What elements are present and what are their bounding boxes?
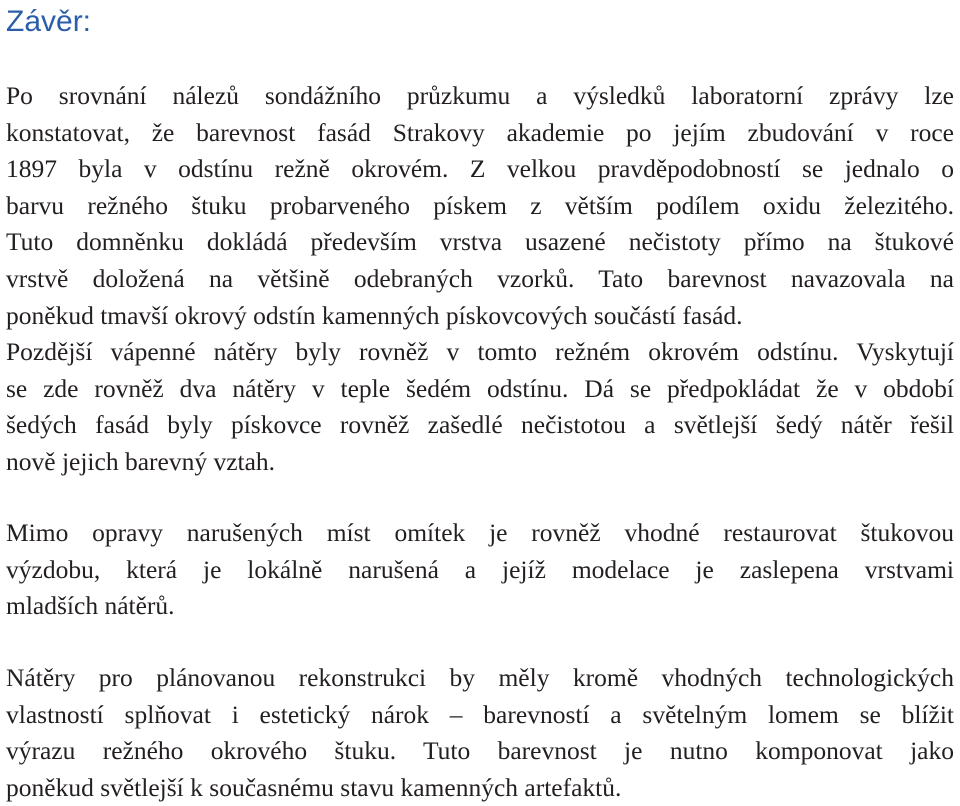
text-line: poněkud světlejší k současnému stavu kamenných artefaktů. — [6, 772, 622, 802]
text-line: výzdobu, která je lokálně narušená a jejíž modelace je zaslepena vrstvami — [6, 554, 954, 584]
text-line: konstatovat, že barevnost fasád Strakovy akademie po jejím zbudování v roce — [6, 117, 954, 147]
paragraph-findings — [6, 78, 954, 481]
text-line: poněkud tmavší okrový odstín kamenných pískovcových součástí fasád. — [6, 300, 743, 330]
text-line: vrstvě doložená na většině odebraných vzorků. Tato barevnost navazovala na — [6, 263, 954, 293]
conclusion-heading: Závěr: — [6, 5, 92, 38]
text-line: Tuto domněnku dokládá především vrstva usazené nečistoty přímo na štukové — [6, 227, 954, 257]
text-line: šedých fasád byly pískovce rovněž zašedlé nečistotou a světlejší šedý nátěr řešil — [6, 410, 954, 440]
paragraph-coatings — [6, 660, 954, 806]
text-line: nově jejich barevný vztah. — [6, 446, 276, 476]
text-line: Nátěry pro plánovanou rekonstrukci by měly kromě vhodných technologických — [6, 663, 954, 692]
text-line: se zde rovněž dva nátěry v teple šedém odstínu. Dá se předpokládat že v období — [6, 373, 954, 403]
text-line: výrazu režného okrového štuku. Tuto barevnost je nutno komponovat jako — [6, 736, 954, 766]
text-line: barvu režného štuku probarveného pískem z větším podílem oxidu železitého. — [6, 190, 954, 220]
text-line: Pozdější vápenné nátěry byly rovněž v tomto režném okrovém odstínu. Vyskytují — [6, 337, 954, 367]
text-line: Po srovnání nálezů sondážního průzkumu a výsledků laboratorní zprávy lze — [6, 81, 954, 110]
text-line: mladších nátěrů. — [6, 591, 175, 621]
text-line: vlastností splňovat i estetický nárok – barevností a světelným lomem se blížit — [6, 699, 954, 729]
paragraph-restoration — [6, 515, 954, 625]
text-line: 1897 byla v odstínu režně okrovém. Z velkou pravděpodobností se jednalo o — [6, 154, 954, 184]
text-line: Mimo opravy narušených míst omítek je rovněž vhodné restaurovat štukovou — [6, 518, 954, 547]
